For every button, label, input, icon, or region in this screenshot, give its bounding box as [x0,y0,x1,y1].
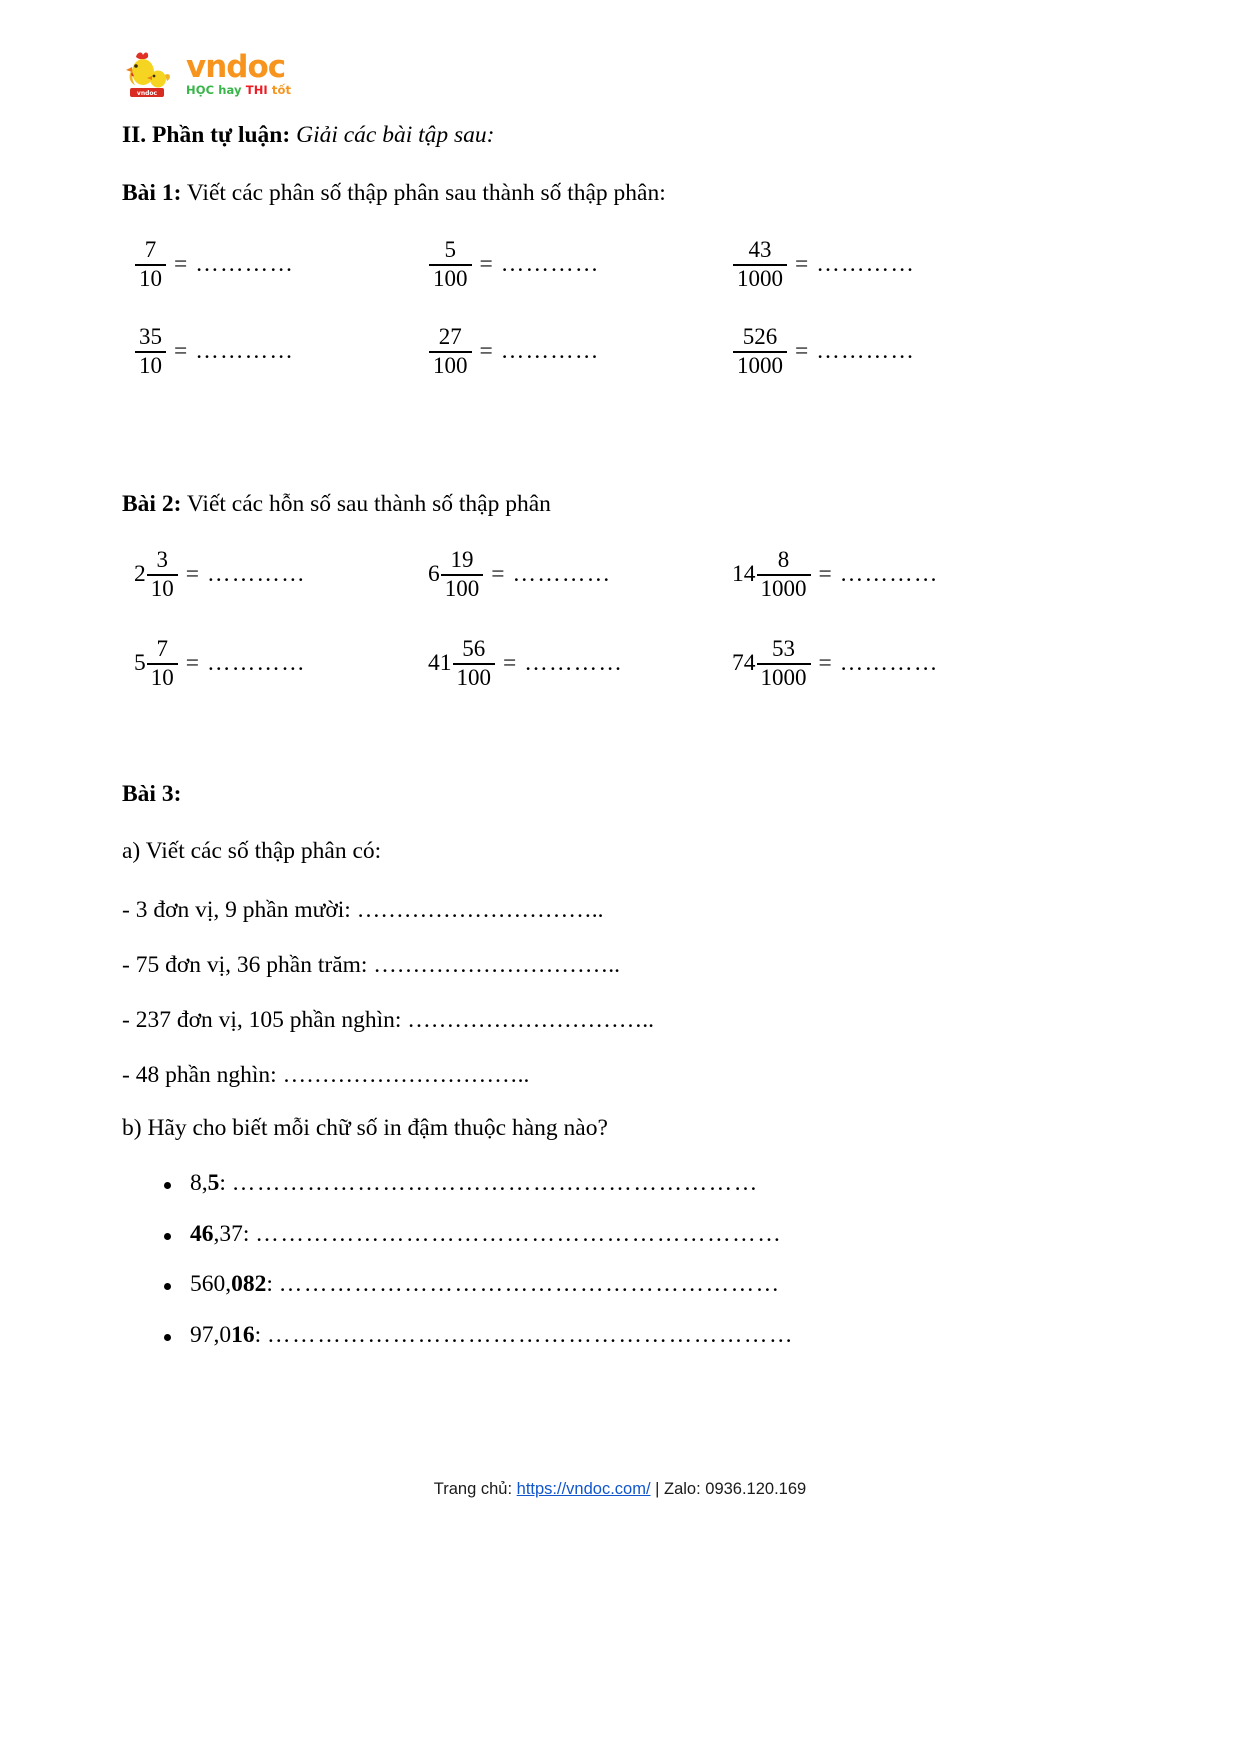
fraction-denominator: 10 [139,352,162,378]
fraction-denominator: 100 [433,265,468,291]
answer-blank[interactable]: ………… [816,251,916,278]
fraction-item [732,325,1122,379]
fraction [757,548,811,602]
fraction-numerator: 56 [462,636,486,661]
mixed-number-item [122,548,427,602]
number-bold-digits: 082 [231,1271,267,1297]
fraction-numerator: 43 [748,237,772,262]
equals-sign: = [795,251,809,278]
number-bold-digits: 16 [231,1321,255,1348]
answer-blank[interactable]: ……………………………………………………… [267,1321,795,1348]
section-heading [122,120,495,152]
exercise-2-prompt: Viết các hỗn số sau thành số thập phân [181,491,551,517]
answer-blank[interactable]: ………… [207,561,306,588]
fraction-denominator: 1000 [737,352,783,378]
equals-sign: = [491,561,505,588]
fraction [757,637,811,691]
exercise-1-row-1 [122,238,1122,292]
answer-blank[interactable]: ………… [500,338,600,365]
fraction-item [732,238,1122,292]
fraction [135,325,166,379]
number-plain-after: : [254,1321,268,1348]
logo-tagline [186,82,292,97]
equals-sign: = [795,338,809,365]
fraction [429,238,472,292]
footer-suffix: | Zalo: 0936.120.169 [650,1480,807,1498]
fraction-numerator: 3 [156,547,168,572]
fraction [733,238,787,292]
mixed-whole-part: 5 [134,650,146,677]
exercise-3-part-b-prompt: b) Hãy cho biết mỗi chữ số in đậm thuộc hàng nào? [122,1115,608,1141]
answer-blank[interactable]: ………… [816,338,916,365]
exercise-1-row-2 [122,325,1122,379]
list-item[interactable] [122,1220,1122,1247]
fraction-item [427,238,732,292]
mixed-whole-part: 74 [732,650,756,677]
answer-blank[interactable]: ………… [512,561,612,588]
list-item[interactable] [122,1321,1122,1348]
fraction-item [427,325,732,379]
fraction-denominator: 100 [433,352,468,378]
answer-blank[interactable]: ………… [195,338,295,365]
exercise-3-a-item[interactable]: - 3 đơn vị, 9 phần mười: ………………………….. [122,897,604,923]
logo-tagline-part-1: HỌC hay [186,82,246,97]
exercise-2-row-2 [122,637,1122,691]
answer-blank[interactable]: ………… [207,650,306,677]
fraction-denominator: 1000 [737,265,783,291]
equals-sign: = [818,650,832,677]
mixed-number-item [427,548,732,602]
exercise-3-title [122,779,181,811]
number-plain-before: 97,0 [190,1321,232,1348]
answer-blank[interactable]: ……………………………………………………… [255,1220,783,1247]
equals-sign: = [503,650,517,677]
mixed-whole-part: 14 [732,561,756,588]
fraction [135,238,166,292]
fraction [147,548,178,602]
rooster-logo-icon [122,48,178,100]
logo-wordmark: vndoc [186,48,286,85]
mixed-whole-part: 6 [428,561,440,588]
section-heading-bold: II. Phần tự luận: [122,122,291,148]
number-plain-before: 8, [190,1170,208,1196]
number-plain-after: ,37: [213,1220,256,1247]
fraction-denominator: 10 [139,265,162,291]
fraction-numerator: 19 [450,547,474,572]
number-plain-before: 560, [190,1271,232,1297]
mixed-number-item [732,637,1122,691]
logo-tagline-part-2: THI [245,82,272,97]
fraction-numerator: 8 [777,547,790,572]
footer-homepage-link[interactable]: https://vndoc.com/ [516,1480,651,1498]
exercise-2-row-1 [122,548,1122,602]
fraction [441,548,484,602]
fraction-numerator: 7 [144,237,157,262]
equals-sign: = [479,338,493,365]
page-footer [0,1480,1240,1499]
answer-blank[interactable]: …………………………………………………… [278,1271,781,1297]
section-heading-italic: Giải các bài tập sau: [290,122,495,148]
fraction-denominator: 1000 [760,664,807,690]
list-item[interactable] [122,1273,1122,1297]
fraction-denominator: 10 [150,664,174,690]
equals-sign: = [818,561,832,588]
equals-sign: = [479,251,493,278]
equals-sign: = [174,338,188,365]
exercise-2-title [122,489,551,521]
answer-blank[interactable]: ………… [839,650,939,677]
exercise-3-b-list [122,1172,1122,1374]
list-item[interactable] [122,1172,1122,1196]
fraction [429,325,472,379]
fraction [733,325,787,379]
answer-blank[interactable]: ………… [839,561,939,588]
fraction-denominator: 100 [444,575,480,601]
number-bold-digits: 46 [190,1220,214,1247]
mixed-number-item [122,637,427,691]
equals-sign: = [185,650,200,677]
fraction-numerator: 53 [772,636,795,661]
number-plain-after: : [266,1271,279,1297]
fraction-numerator: 5 [444,237,456,262]
fraction-item [122,325,427,379]
svg-text:vndoc: vndoc [136,90,158,97]
number-bold-digits: 5 [207,1170,220,1196]
fraction [147,637,178,691]
mixed-number-item [732,548,1122,602]
exercise-2-label: Bài 2: [122,491,182,517]
exercise-1-title [122,178,666,210]
logo-tagline-part-3: tốt [271,82,292,97]
exercise-3-label: Bài 3: [122,781,182,807]
fraction [453,637,496,691]
vndoc-logo [122,48,291,100]
bullet-icon [164,1334,171,1341]
mixed-whole-part: 41 [428,650,452,677]
exercise-1-prompt: Viết các phân số thập phân sau thành số thập phân: [181,180,666,206]
equals-sign: = [174,251,188,278]
fraction-item [122,238,427,292]
answer-blank[interactable]: ………… [524,650,624,677]
exercise-3-a-item[interactable]: - 237 đơn vị, 105 phần nghìn: ………………………….. [122,1007,655,1033]
fraction-numerator: 7 [156,636,168,661]
footer-prefix: Trang chủ: [433,1480,517,1498]
exercise-3-a-item[interactable]: - 75 đơn vị, 36 phần trăm: ………………………….. [122,952,621,978]
fraction-numerator: 27 [438,324,462,349]
answer-blank[interactable]: ………… [500,251,600,278]
exercise-3-part-a-prompt: a) Viết các số thập phân có: [122,838,382,864]
mixed-number-item [427,637,732,691]
bullet-icon [164,1283,171,1290]
answer-blank[interactable]: ………… [195,251,295,278]
fraction-denominator: 1000 [760,575,807,601]
number-plain-after: : [219,1170,232,1196]
bullet-icon [164,1182,171,1189]
equals-sign: = [185,561,200,588]
mixed-whole-part: 2 [134,561,146,588]
answer-blank[interactable]: ……………………………………………………… [231,1170,759,1196]
fraction-numerator: 526 [742,324,778,349]
exercise-1-label: Bài 1: [122,180,182,206]
fraction-denominator: 10 [150,575,174,601]
fraction-denominator: 100 [456,664,491,690]
exercise-3-a-item[interactable]: - 48 phần nghìn: ………………………….. [122,1062,530,1088]
fraction-numerator: 35 [139,324,162,349]
bullet-icon [164,1233,171,1240]
